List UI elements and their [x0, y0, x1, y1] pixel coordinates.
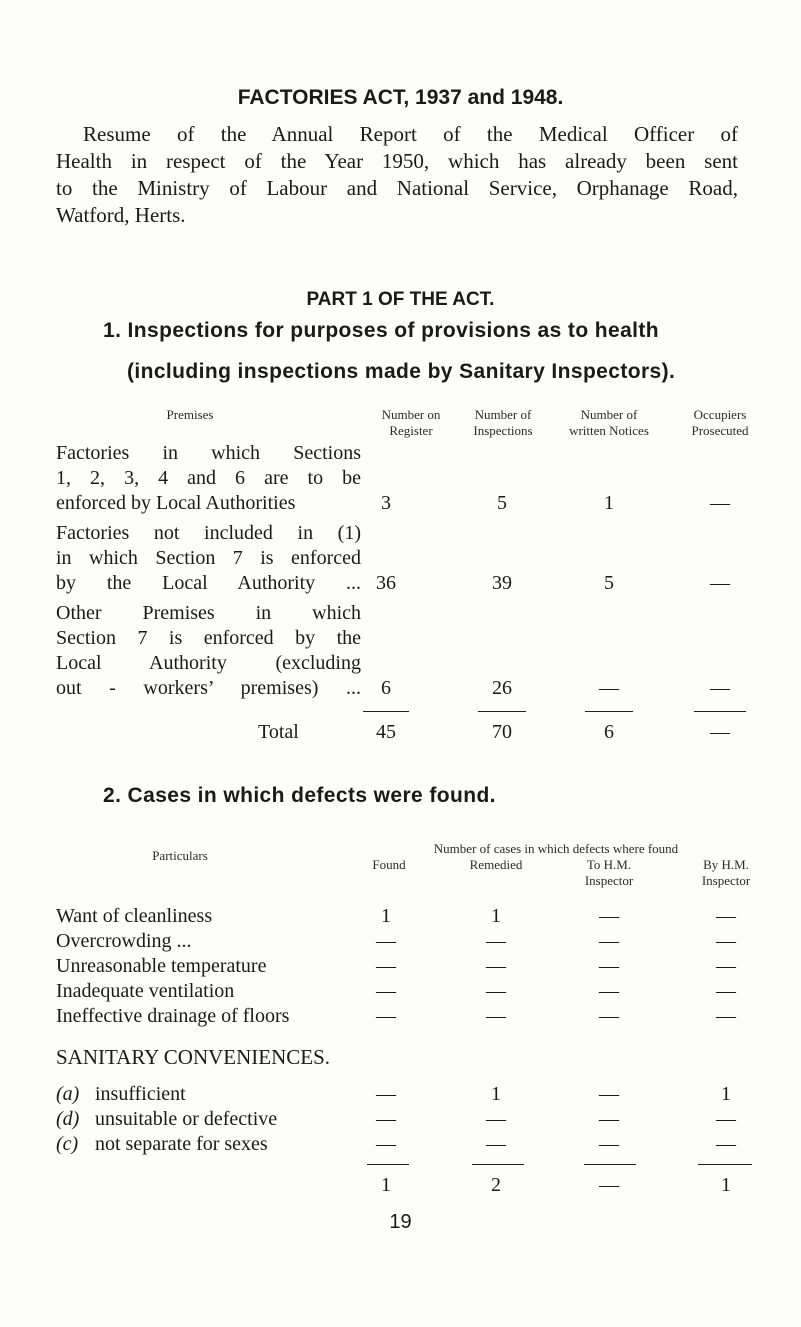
s2-total-rule-to-hm [584, 1164, 636, 1165]
col-register-header-line-2: Register [389, 423, 433, 438]
col-found-header: Found [372, 857, 406, 872]
s2-row3-label: Unreasonable temperature [56, 955, 267, 977]
col-inspections-header-line-2: Inspections [473, 423, 533, 438]
col-to-hm-header [559, 857, 659, 889]
s1-row3-prosecuted: — [710, 677, 730, 699]
s1-total-notices: 6 [604, 721, 614, 743]
s1-row1-register: 3 [381, 492, 391, 514]
sanitary-row-d-by-hm: — [716, 1108, 736, 1130]
s2-row3-remedied: — [486, 955, 506, 977]
s2-row5-remedied: — [486, 1005, 506, 1027]
sanitary-row-a-to-hm: — [599, 1083, 619, 1105]
s1-row3-label-line-2: Section 7 is enforced by the [56, 627, 361, 649]
s2-row2-by-hm: — [716, 930, 736, 952]
col-group-header: Number of cases in which defects where found [433, 841, 679, 856]
col-notices-header [549, 407, 669, 439]
col-prosecuted-header-line-1: Occupiers [693, 407, 747, 422]
sanitary-row-c-letter: (c) [56, 1133, 79, 1155]
col-to-hm-header-line-1: To H.M. [586, 857, 632, 872]
col-register-header-line-1: Number on [381, 407, 441, 422]
s1-row1-label-line-3: enforced by Local Authorities [56, 492, 296, 514]
s1-row2-inspections: 39 [492, 572, 512, 594]
intro-line-1: Resume of the Annual Report of the Medical Officer of [83, 122, 738, 146]
section2-heading: 2. Cases in which defects were found. [103, 784, 496, 807]
s2-row3-to-hm: — [599, 955, 619, 977]
s2-row1-label: Want of cleanliness [56, 905, 213, 927]
s1-row3-register: 6 [381, 677, 391, 699]
sanitary-row-c-to-hm: — [599, 1133, 619, 1155]
s2-row3-found: — [376, 955, 396, 977]
s2-row4-label: Inadequate ventilation [56, 980, 235, 1002]
col-by-hm-header-line-1: By H.M. [703, 857, 749, 872]
s1-total-rule-prosecuted [694, 711, 746, 712]
s1-total-rule-notices [585, 711, 633, 712]
sanitary-row-d-remedied: — [486, 1108, 506, 1130]
intro-line-3: to the Ministry of Labour and National Service, Orphanage Road, [56, 176, 738, 200]
sanitary-row-d-letter: (d) [56, 1108, 80, 1130]
sanitary-row-a-letter: (a) [56, 1083, 80, 1105]
s1-row2-register: 36 [376, 572, 396, 594]
s1-row1-prosecuted: — [710, 492, 730, 514]
s2-row1-remedied: 1 [491, 905, 501, 927]
col-notices-header-line-1: Number of [580, 407, 638, 422]
col-prosecuted-header-line-2: Prosecuted [691, 423, 749, 438]
s2-row2-to-hm: — [599, 930, 619, 952]
col-premises-header: Premises [166, 407, 214, 422]
s1-row3-label-line-1: Other Premises in which [56, 602, 361, 624]
s2-total-found: 1 [381, 1174, 391, 1196]
section1-heading-line-2: (including inspections made by Sanitary Inspectors). [127, 360, 676, 383]
sanitary-row-c-found: — [376, 1133, 396, 1155]
s2-row1-by-hm: — [716, 905, 736, 927]
s1-row1-notices: 1 [604, 492, 614, 514]
s1-total-rule-register [363, 711, 409, 712]
s1-row3-inspections: 26 [492, 677, 512, 699]
s1-row3-label-line-4: out - workers’ premises) ... [56, 677, 361, 699]
s1-row3-label-line-3: Local Authority (excluding [56, 652, 361, 674]
col-inspections-header-line-1: Number of [474, 407, 532, 422]
s1-row2-label-line-2: in which Section 7 is enforced [56, 547, 361, 569]
s2-row4-remedied: — [486, 980, 506, 1002]
s2-total-to-hm: — [599, 1174, 619, 1196]
page-title: FACTORIES ACT, 1937 and 1948. [237, 86, 564, 109]
s1-row1-label-line-2: 1, 2, 3, 4 and 6 are to be [56, 467, 361, 489]
page-number: 19 [389, 1211, 412, 1233]
s1-total-prosecuted: — [710, 721, 730, 743]
col-particulars-header: Particulars [152, 848, 208, 863]
s2-row4-to-hm: — [599, 980, 619, 1002]
sanitary-heading: SANITARY CONVENIENCES. [56, 1045, 331, 1069]
s2-total-rule-by-hm [698, 1164, 752, 1165]
sanitary-row-c-label: not separate for sexes [95, 1133, 268, 1155]
sanitary-row-a-by-hm: 1 [721, 1083, 731, 1105]
col-register-header [361, 407, 461, 439]
s2-row5-found: — [376, 1005, 396, 1027]
s1-row2-label-line-1: Factories not included in (1) [56, 522, 361, 544]
section1-heading-line-1: 1. Inspections for purposes of provisions as to health [103, 319, 660, 342]
s2-row1-to-hm: — [599, 905, 619, 927]
col-to-hm-header-line-2: Inspector [584, 873, 634, 888]
s2-row1-found: 1 [381, 905, 391, 927]
s1-row2-label-line-3: by the Local Authority ... [56, 572, 361, 594]
sanitary-row-c-by-hm: — [716, 1133, 736, 1155]
s2-total-rule-remedied [472, 1164, 524, 1165]
s2-row2-remedied: — [486, 930, 506, 952]
s2-total-by-hm: 1 [721, 1174, 731, 1196]
s1-row3-notices: — [599, 677, 619, 699]
s2-row3-by-hm: — [716, 955, 736, 977]
s2-row4-found: — [376, 980, 396, 1002]
sanitary-row-c-remedied: — [486, 1133, 506, 1155]
col-prosecuted-header [670, 407, 770, 439]
s2-row2-label: Overcrowding ... [56, 930, 192, 952]
s2-total-rule-found [367, 1164, 409, 1165]
s1-total-rule-inspections [478, 711, 526, 712]
part-heading: PART 1 OF THE ACT. [306, 289, 495, 310]
s1-total-register: 45 [376, 721, 396, 743]
s1-row1-inspections: 5 [497, 492, 507, 514]
sanitary-row-d-found: — [376, 1108, 396, 1130]
s2-row5-to-hm: — [599, 1005, 619, 1027]
intro-line-4: Watford, Herts. [56, 203, 186, 227]
s2-row5-label: Ineffective drainage of floors [56, 1005, 290, 1027]
col-inspections-header [453, 407, 553, 439]
s1-row2-prosecuted: — [710, 572, 730, 594]
sanitary-row-d-label: unsuitable or defective [95, 1108, 278, 1130]
s1-total-label: Total [258, 721, 299, 743]
s2-row2-found: — [376, 930, 396, 952]
s1-total-inspections: 70 [492, 721, 512, 743]
s2-row5-by-hm: — [716, 1005, 736, 1027]
sanitary-row-d-to-hm: — [599, 1108, 619, 1130]
sanitary-row-a-found: — [376, 1083, 396, 1105]
s1-row2-notices: 5 [604, 572, 614, 594]
sanitary-row-a-remedied: 1 [491, 1083, 501, 1105]
intro-line-2: Health in respect of the Year 1950, which has already been sent [56, 149, 738, 173]
s2-row4-by-hm: — [716, 980, 736, 1002]
col-notices-header-line-2: written Notices [569, 423, 649, 438]
s1-row1-label-line-1: Factories in which Sections [56, 442, 361, 464]
col-remedied-header: Remedied [469, 857, 523, 872]
sanitary-row-a-label: insufficient [95, 1083, 186, 1105]
col-by-hm-header [676, 857, 776, 889]
col-by-hm-header-line-2: Inspector [701, 873, 751, 888]
s2-total-remedied: 2 [491, 1174, 501, 1196]
